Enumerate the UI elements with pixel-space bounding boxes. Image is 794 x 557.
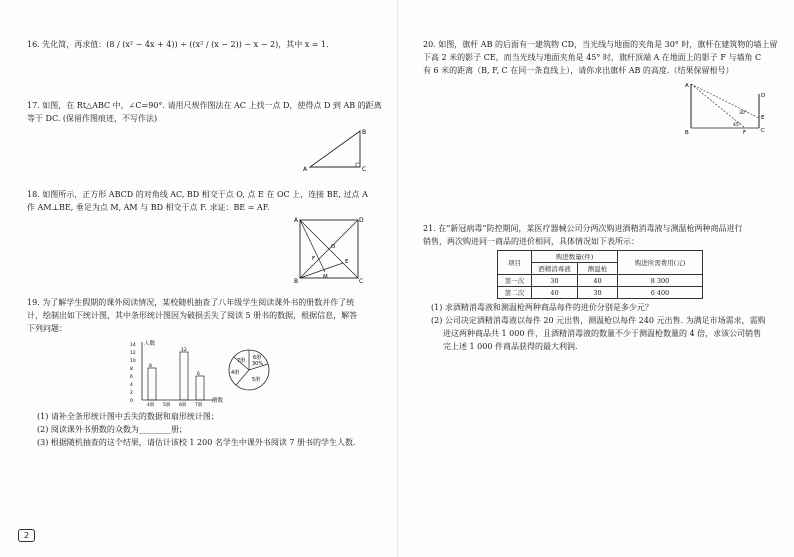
q19-y-ticks [130,342,136,404]
question-19 [27,296,387,335]
q20-flagpole-figure [683,80,773,138]
q18-label-m: M [323,274,328,280]
q20-angle-30: 30° [739,111,747,116]
q19-pie-label-4: 4册 [231,370,240,376]
table-row [498,287,703,299]
q19-bar-value-label: 8 [149,364,152,369]
q19-pie-chart [222,345,282,395]
question-21-sub2c: 完上述 1 000 件商品获得的最大利润. [443,342,578,351]
q19-bar-value-label: 12 [181,348,187,353]
question-19-subquestions [37,410,387,449]
q19-bar [196,376,204,400]
table-header-item: 项目 [498,251,532,275]
q19-y-tick-label: 12 [130,351,136,356]
question-19-sub3: (3) 根据随机抽查的这个结果，请估计该校 1 200 名学生中课外书阅读 7 册书的学生人数. [37,438,356,447]
page-number: 2 [18,529,35,542]
question-17-line2: 等于 DC. (保留作图痕迹，不写作法) [27,114,158,123]
q17-label-a: A [303,166,308,173]
q19-categories [147,401,203,408]
q17-triangle [310,131,360,167]
question-18-line2: 作 AM⊥BE, 垂足为点 M, AM 与 BD 相交于点 F. 求证：BE = AF. [27,203,270,212]
question-18-line1: 18. 如图所示，正方形 ABCD 的对角线 AC, BD 相交于点 O, 点 E 在 OC 上，连接 BE, 过点 A [27,190,368,199]
q19-y-tick-label: 0 [130,399,133,404]
table-cell: 第一次 [498,275,532,287]
q19-y-tick-label: 8 [130,367,133,372]
q19-y-tick-label: 2 [130,391,133,396]
table-header-cost: 购进所需费用(元) [618,251,703,275]
q19-bar-chart [128,338,228,408]
q18-label-d: D [359,217,364,224]
q19-y-tick-label: 6 [130,375,133,380]
q19-y-tick-label: 4 [130,383,133,388]
q18-label-o: O [331,244,336,250]
question-19-sub2: (2) 阅读课外书册数的众数为________册； [37,425,187,434]
q18-label-e: E [345,259,349,265]
q18-label-b: B [294,278,299,285]
question-21 [423,222,778,248]
q18-segment-am [300,220,325,272]
q19-pie-label-7: 7册 [237,358,246,364]
q17-label-b: B [362,129,367,136]
q18-label-c: C [359,278,364,285]
question-20-line2: 下高 2 米的影子 CE，而当光线与地面夹角是 45° 时，旗杆顶端 A 在地面上的影子 F 与墙角 C [423,53,762,62]
q19-category-label: 6册 [179,403,187,408]
q20-label-c: C [761,128,765,134]
table-cell: 40 [578,275,618,287]
q19-bar [180,352,188,400]
q19-category-label: 4册 [147,403,155,408]
q19-bar-value-label: 6 [197,372,200,377]
question-20-line3: 有 6 米的距离（B, F, C 在同一条直线上），请你求出旗杆 AB 的高度.（结果保留根号） [423,66,734,75]
question-21-sub1: (1) 求酒精消毒液和测温枪两种商品每件的进价分别是多少元？ [431,303,653,312]
table-cell: 6 400 [618,287,703,299]
question-19-sub1: (1) 请补全条形统计图中丢失的数据和扇形统计图； [37,412,219,421]
q21-purchase-table [497,250,703,299]
q17-right-angle-mark [356,163,360,167]
question-21-line1: 21. 在“新冠病毒”防控期间，某医疗器械公司分两次购进酒精消毒液与测温枪两种商品进行 [423,224,743,233]
q20-angle-45: 45° [733,123,741,128]
question-19-line3: 下列问题： [27,324,67,333]
q19-category-label: 7册 [195,403,203,408]
q20-ray-45 [691,84,745,128]
table-cell: 30 [578,287,618,299]
table-header-alcohol: 酒精消毒液 [532,263,578,275]
question-21-sub2a: (2) 公司决定酒精消毒液以每件 20 元出售，测温枪以每件 240 元出售. 为满足市场需求，需购 [431,316,766,325]
q19-pie-label-pct: 30% [252,361,264,367]
question-16 [27,38,387,51]
q19-pie-label-6: 6册 [253,355,262,361]
question-16-text: 16. 先化简，再求值：(8 / (x² − 4x + 4)) ÷ ((x² / (x − 2)) − x − 2)，其中 x = 1. [27,40,329,49]
q19-bars [148,347,204,400]
question-18 [27,188,387,214]
q19-category-label: 5册 [163,403,171,408]
question-21-sub2b: 进这两种商品共 1 000 件，且酒精消毒液的数量不少于测温枪数量的 4 倍，求该公司销售 [443,329,762,338]
q20-label-f: F [743,130,747,136]
question-17 [27,99,387,125]
page-fold [397,0,398,557]
q18-label-a: A [294,217,299,224]
question-19-line1: 19. 为了解学生假期的课外阅读情况，某校随机抽查了八年级学生阅读课外书的册数并作了统 [27,298,355,307]
table-cell: 第二次 [498,287,532,299]
table-cell: 40 [532,287,578,299]
q19-y-label: 人数 [144,341,156,347]
question-19-line2: 计，绘制出如下统计图，其中条形统计图因为破损丢失了阅读 5 册书的数据，根据信息，解答 [27,311,358,320]
q20-label-d: D [761,93,766,99]
table-header-thermometer: 测温枪 [578,263,618,275]
q20-ray-30 [691,84,759,118]
q18-label-f: F [312,256,316,262]
table-header-qty: 购进数量(件) [532,251,618,263]
question-20 [423,38,778,77]
question-20-line1: 20. 如图，旗杆 AB 的后面有一建筑物 CD，当光线与地面的夹角是 30° 时，旗杆在建筑物的墙上留 [423,40,778,49]
q19-y-tick-label: 10 [130,359,136,364]
q17-label-c: C [362,166,367,173]
q19-bar [148,368,156,400]
q19-pie-label-5: 5册 [252,377,261,383]
q19-x-label: 册数 [212,398,224,404]
table-cell: 30 [532,275,578,287]
q18-square-figure [293,214,365,286]
q20-label-b: B [685,130,689,136]
table-cell: 8 300 [618,275,703,287]
q20-label-e: E [761,115,765,121]
question-21-line2: 销售，两次购进同一商品的进价相同，具体情况如下表所示： [423,237,639,246]
q17-triangle-figure [300,125,370,173]
table-row [498,275,703,287]
question-21-subquestions [431,301,779,353]
question-17-line1: 17. 如图，在 Rt△ABC 中，∠C=90°. 请用尺规作图法在 AC 上找一点 D，使得点 D 到 AB 的距离 [27,101,382,110]
q20-label-a: A [685,83,689,89]
q19-y-tick-label: 14 [130,343,136,348]
